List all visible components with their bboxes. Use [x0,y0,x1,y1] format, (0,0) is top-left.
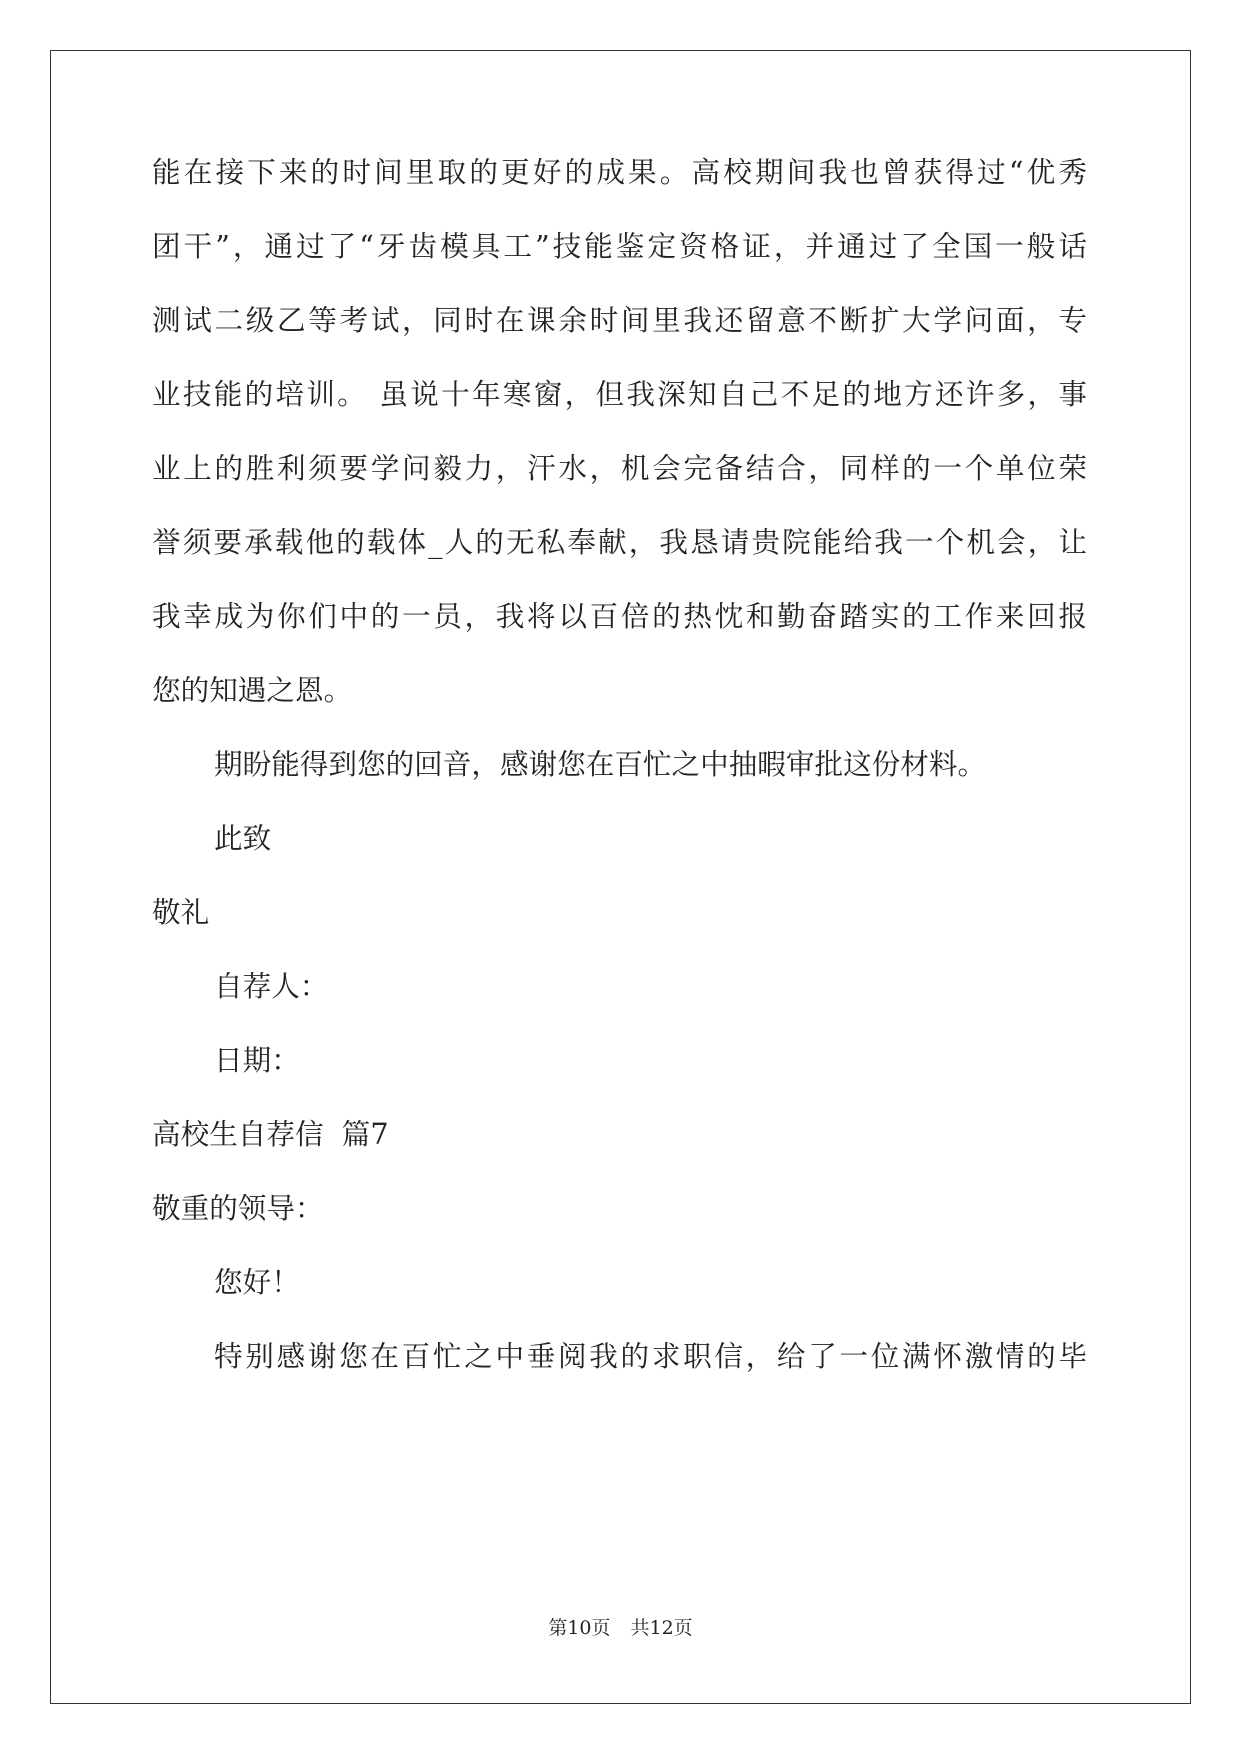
page-number-total: 共12页 [630,1617,693,1639]
salutation-jing-li: 敬礼 [152,895,210,929]
paragraph-line-5: 业上的胜利须要学问毅力，汗水，机会完备结合，同样的一个单位荣 [152,451,1087,485]
paragraph-line-7: 我幸成为你们中的一员，我将以百倍的热忱和勤奋踏实的工作来回报 [152,599,1087,633]
page-border [50,50,1191,1704]
signer-label: 自荐人： [214,969,329,1003]
paragraph-line-1: 能在接下来的时间里取的更好的成果。高校期间我也曾获得过“优秀 [152,155,1087,189]
salutation-ci-zhi: 此致 [214,821,272,855]
paragraph-line-4: 业技能的培训。 虽说十年寒窗，但我深知自己不足的地方还许多，事 [152,377,1087,411]
page-number-current: 第10页 [548,1617,611,1639]
section-title: 高校生自荐信 篇7 [152,1117,389,1151]
date-label: 日期： [214,1043,300,1077]
closing-line: 期盼能得到您的回音，感谢您在百忙之中抽暇审批这份材料。 [214,747,987,781]
greeting-recipient: 敬重的领导： [152,1191,324,1225]
next-paragraph-line: 特别感谢您在百忙之中垂阅我的求职信，给了一位满怀激情的毕 [214,1339,1087,1373]
paragraph-line-3: 测试二级乙等考试，同时在课余时间里我还留意不断扩大学问面，专 [152,303,1087,337]
page-footer [0,1616,1241,1640]
paragraph-line-6: 誉须要承载他的载体_人的无私奉献，我恳请贵院能给我一个机会，让 [152,525,1087,559]
paragraph-line-2: 团干”，通过了“牙齿模具工”技能鉴定资格证，并通过了全国一般话 [152,229,1087,263]
paragraph-line-8: 您的知遇之恩。 [152,673,353,707]
greeting: 您好！ [214,1265,300,1299]
